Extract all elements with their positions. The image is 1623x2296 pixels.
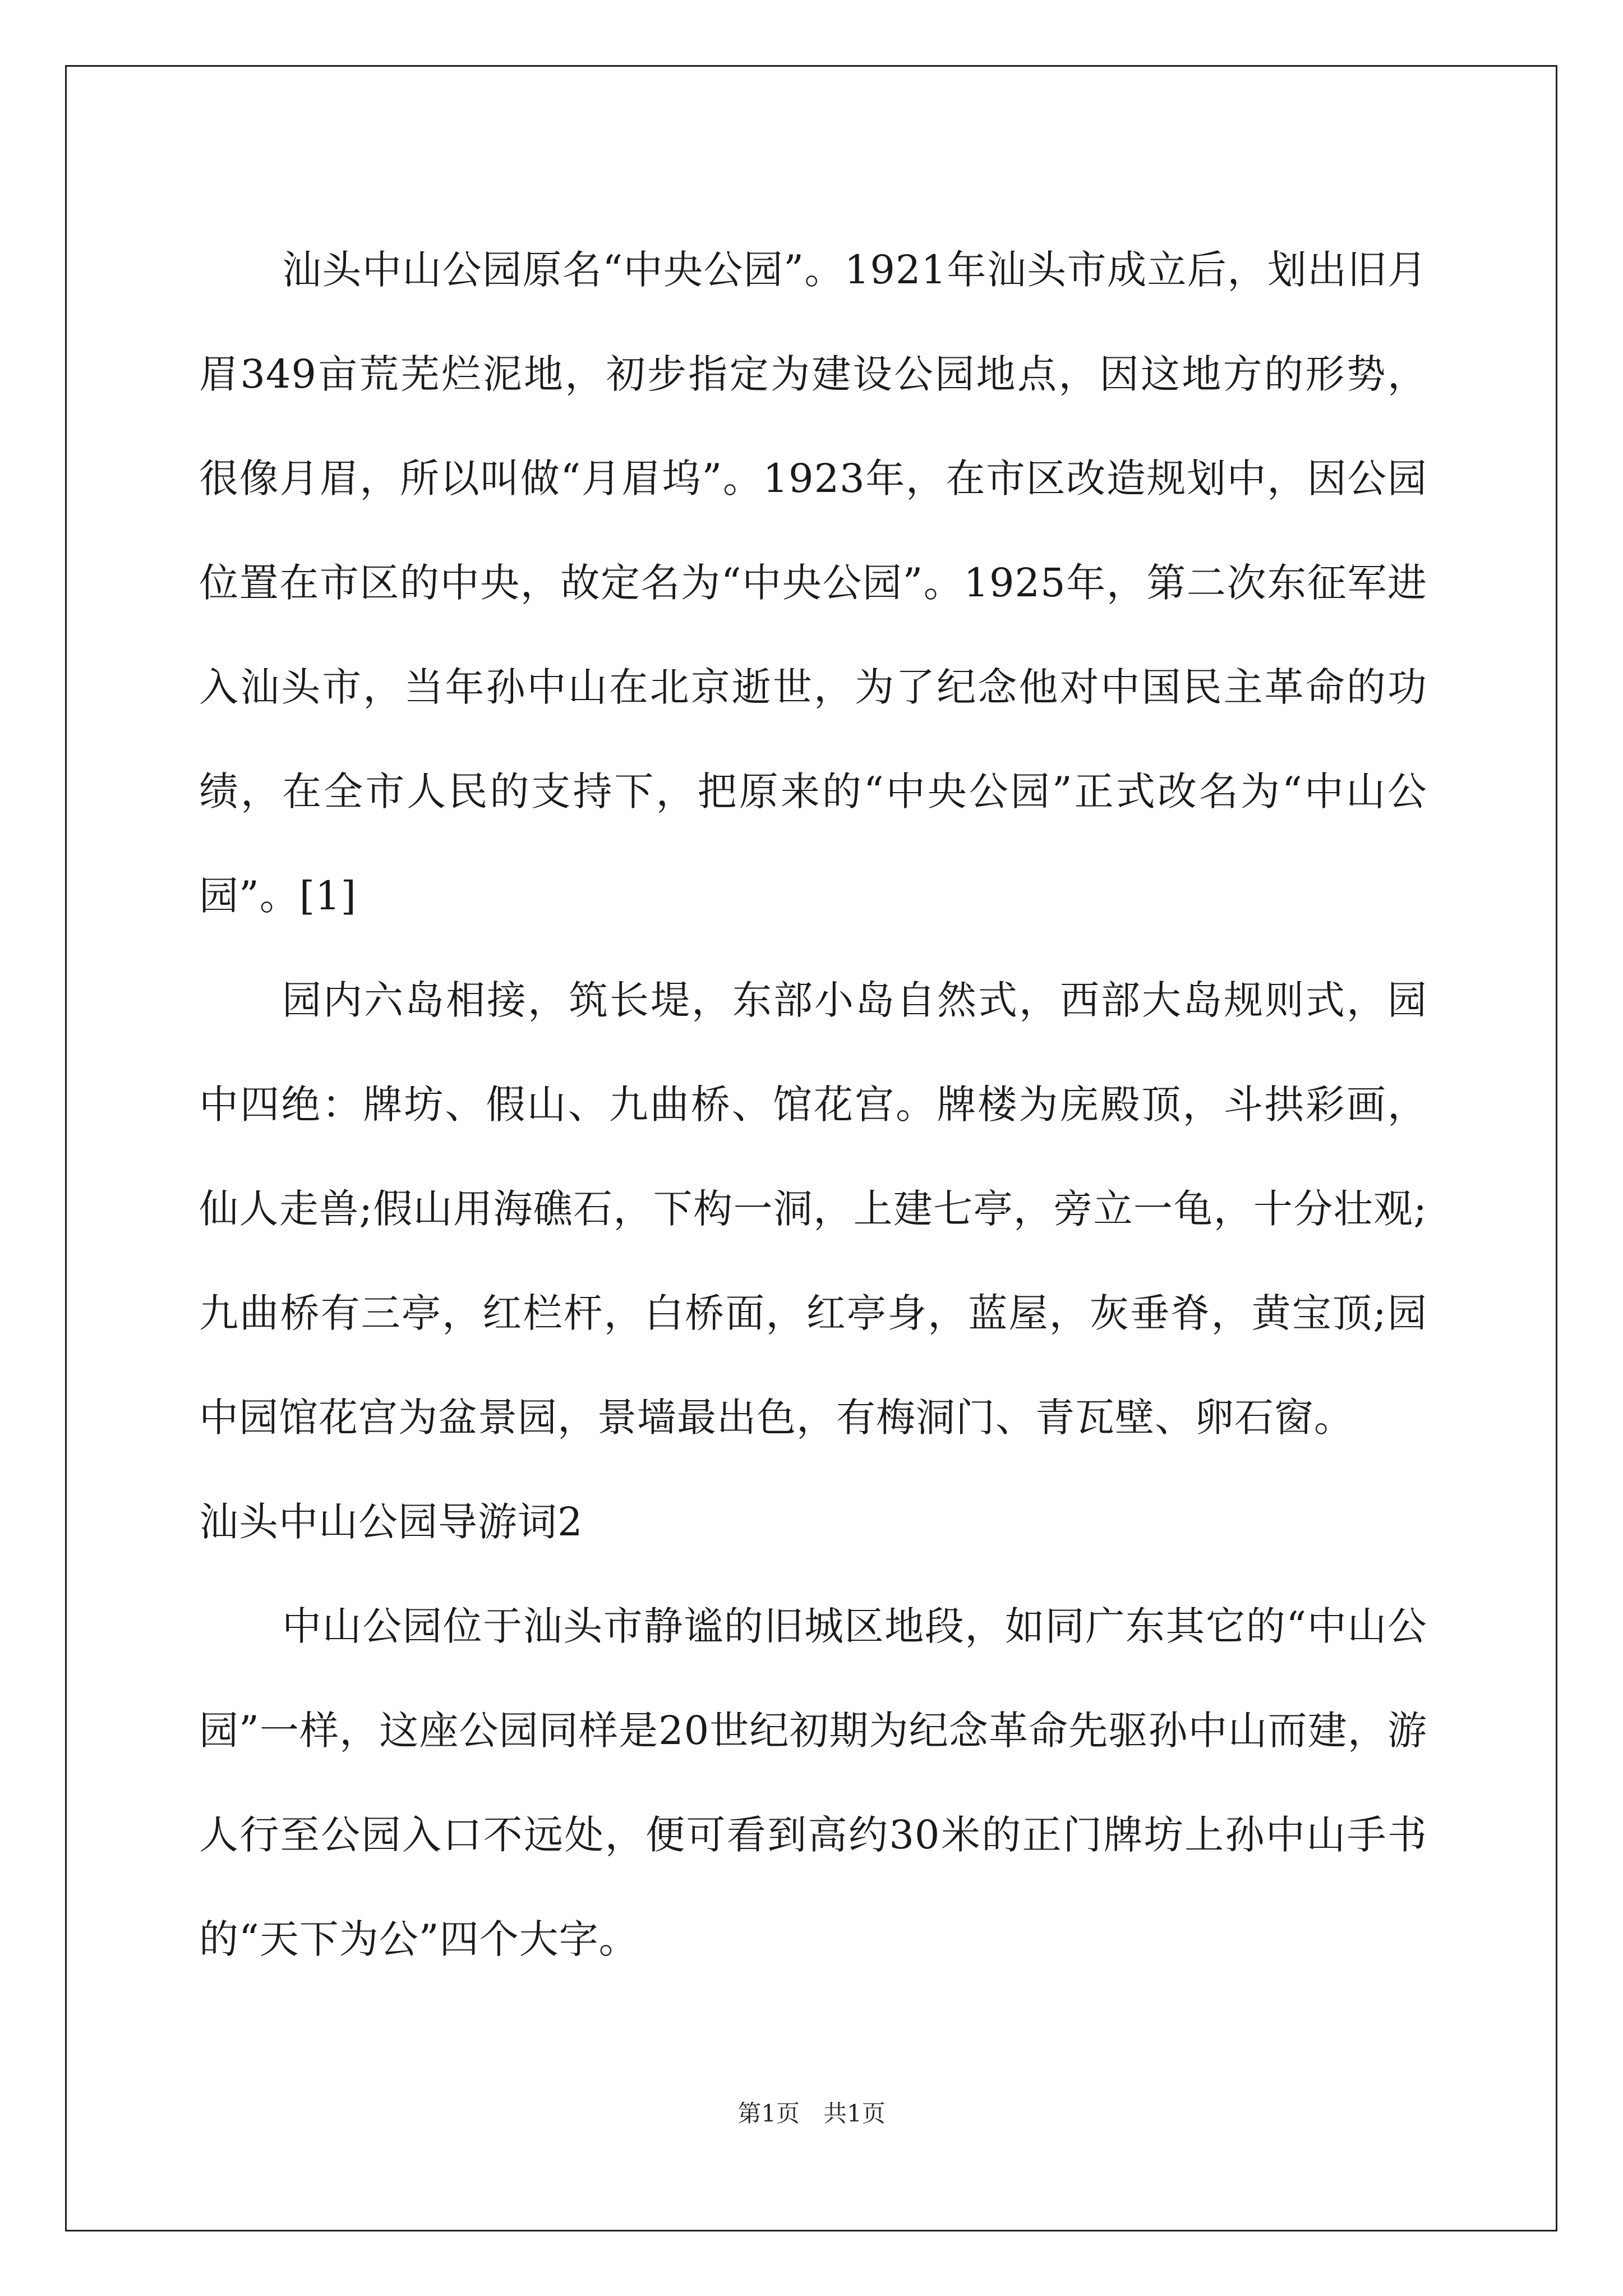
paragraph-layout: 园内六岛相接，筑长堤，东部小岛自然式，西部大岛规则式，园中四绝：牌坊、假山、九曲桥、馆花宫。牌楼为庑殿顶，斗拱彩画，仙人走兽;假山用海礁石，下构一洞，上建七亭，旁立一龟，十分壮观;九曲桥有三亭，红栏杆，白桥面，红亭身，蓝屋，灰垂脊，黄宝顶;园中园馆花宫为盆景园，景墙最出色，有梅洞门、青瓦壁、卵石窗。 bbox=[199, 977, 1427, 1441]
paragraph-history: 汕头中山公园原名“中央公园”。1921年汕头市成立后，划出旧月眉349亩荒芜烂泥地，初步指定为建设公园地点，因这地方的形势，很像月眉，所以叫做“月眉坞”。1923年，在市区改造规划中，因公园位置在市区的中央，故定名为“中央公园”。1925年，第二次东征军进入汕头市，当年孙中山在北京逝世，为了纪念他对中国民主革命的功绩，在全市人民的支持下，把原来的“中央公园”正式改名为“中山公园”。[1] bbox=[199, 247, 1427, 919]
paragraph-location: 中山公园位于汕头市静谧的旧城区地段，如同广东其它的“中山公园”一样，这座公园同样是20世纪初期为纪念革命先驱孙中山而建，游人行至公园入口不远处，便可看到高约30米的正门牌坊上孙中山手书的“天下为公”四个大字。 bbox=[199, 1603, 1427, 1962]
section-title: 汕头中山公园导游词2 bbox=[199, 1499, 583, 1545]
page-footer: 第1页 共1页 bbox=[737, 2100, 886, 2127]
document-body bbox=[199, 218, 1427, 1991]
